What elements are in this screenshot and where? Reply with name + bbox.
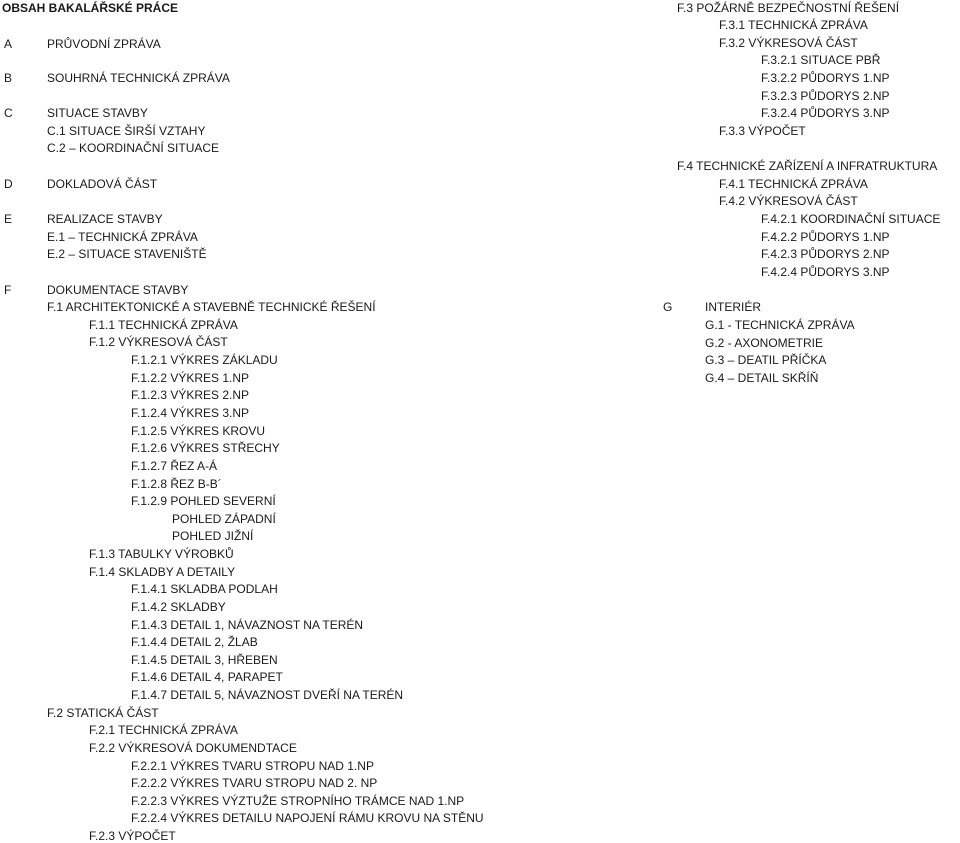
- section-f31: F.3.1 TECHNICKÁ ZPRÁVA: [719, 18, 868, 32]
- section-f42: F.4.2 VÝKRESOVÁ ČÁST: [719, 194, 858, 208]
- section-f13: F.1.3 TABULKY VÝROBKŮ: [89, 547, 234, 561]
- section-f421: F.4.2.1 KOORDINAČNÍ SITUACE: [761, 212, 941, 226]
- section-letter-g: G: [663, 300, 673, 314]
- section-f321: F.3.2.1 SITUACE PBŘ: [761, 53, 881, 67]
- section-f122: F.1.2.2 VÝKRES 1.NP: [131, 371, 250, 385]
- section-g2: G.2 - AXONOMETRIE: [705, 336, 824, 350]
- section-g4: G.4 – DETAIL SKŘÍŇ: [705, 371, 819, 385]
- section-f422: F.4.2.2 PŮDORYS 1.NP: [761, 230, 890, 244]
- section-g3: G.3 – DEATIL PŘÍČKA: [705, 353, 827, 367]
- section-f141: F.1.4.1 SKLADBA PODLAH: [131, 582, 278, 596]
- section-f147: F.1.4.7 DETAIL 5, NÁVAZNOST DVEŘÍ NA TERÉN: [131, 688, 404, 702]
- section-f14: F.1.4 SKLADBY A DETAILY: [89, 565, 236, 579]
- section-e2: E.2 – SITUACE STAVENIŠTĚ: [47, 247, 207, 261]
- section-f3: F.3 POŽÁRNĚ BEZPEČNOSTNÍ ŘEŠENÍ: [677, 1, 900, 15]
- section-f129: F.1.2.9 POHLED SEVERNÍ: [131, 494, 276, 508]
- section-f423: F.4.2.3 PŮDORYS 2.NP: [761, 247, 890, 261]
- section-f2: F.2 STATICKÁ ČÁST: [47, 706, 159, 720]
- section-f224: F.2.2.4 VÝKRES DETAILU NAPOJENÍ RÁMU KROVU NA STĚNU: [131, 811, 484, 825]
- section-f123: F.1.2.3 VÝKRES 2.NP: [131, 388, 250, 402]
- section-e: REALIZACE STAVBY: [47, 212, 163, 226]
- section-f324: F.3.2.4 PŮDORYS 3.NP: [761, 106, 890, 120]
- section-g1: G.1 - TECHNICKÁ ZPRÁVA: [705, 318, 855, 332]
- section-f322: F.3.2.2 PŮDORYS 1.NP: [761, 71, 890, 85]
- section-letter-f: F: [4, 283, 12, 297]
- section-f145: F.1.4.5 DETAIL 3, HŘEBEN: [131, 653, 278, 667]
- section-f129-west: POHLED ZÁPADNÍ: [172, 512, 276, 526]
- section-f146: F.1.4.6 DETAIL 4, PARAPET: [131, 670, 283, 684]
- section-f424: F.4.2.4 PŮDORYS 3.NP: [761, 265, 890, 279]
- section-letter-b: B: [4, 71, 13, 85]
- section-f142: F.1.4.2 SKLADBY: [131, 600, 226, 614]
- section-f126: F.1.2.6 VÝKRES STŘECHY: [131, 441, 280, 455]
- section-e1: E.1 – TECHNICKÁ ZPRÁVA: [47, 230, 198, 244]
- section-f129-south: POHLED JIŽNÍ: [172, 529, 254, 543]
- section-f221: F.2.2.1 VÝKRES TVARU STROPU NAD 1.NP: [131, 759, 374, 773]
- section-g: INTERIÉR: [705, 300, 762, 314]
- section-letter-a: A: [4, 37, 13, 51]
- section-letter-e: E: [4, 212, 13, 226]
- document-title: OBSAH BAKALÁŘSKÉ PRÁCE: [2, 1, 179, 15]
- section-f121: F.1.2.1 VÝKRES ZÁKLADU: [131, 353, 278, 367]
- section-f125: F.1.2.5 VÝKRES KROVU: [131, 424, 266, 438]
- section-f: DOKUMENTACE STAVBY: [47, 283, 189, 297]
- section-a: PRŮVODNÍ ZPRÁVA: [47, 37, 161, 51]
- section-letter-d: D: [4, 177, 13, 191]
- section-f222: F.2.2.2 VÝKRES TVARU STROPU NAD 2. NP: [131, 776, 378, 790]
- section-f21: F.2.1 TECHNICKÁ ZPRÁVA: [89, 723, 238, 737]
- section-f128: F.1.2.8 ŘEZ B-B´: [131, 477, 222, 491]
- section-f32: F.3.2 VÝKRESOVÁ ČÁST: [719, 36, 858, 50]
- section-f4: F.4 TECHNICKÉ ZAŘÍZENÍ A INFRATRUKTURA: [677, 159, 938, 173]
- section-f22: F.2.2 VÝKRESOVÁ DOKUMENDTACE: [89, 741, 297, 755]
- section-f1: F.1 ARCHITEKTONICKÉ A STAVEBNĚ TECHNICKÉ ŘEŠENÍ: [47, 300, 376, 314]
- section-f127: F.1.2.7 ŘEZ A-Á: [131, 459, 218, 473]
- section-f144: F.1.4.4 DETAIL 2, ŽLAB: [131, 635, 258, 649]
- section-c2: C.2 – KOORDINAČNÍ SITUACE: [47, 141, 220, 155]
- section-f23: F.2.3 VÝPOČET: [89, 829, 176, 843]
- section-c1: C.1 SITUACE ŠIRŠÍ VZTAHY: [47, 124, 206, 138]
- section-f323: F.3.2.3 PŮDORYS 2.NP: [761, 89, 890, 103]
- section-f33: F.3.3 VÝPOČET: [719, 124, 806, 138]
- section-f124: F.1.2.4 VÝKRES 3.NP: [131, 406, 250, 420]
- section-f12: F.1.2 VÝKRESOVÁ ČÁST: [89, 335, 228, 349]
- section-f11: F.1.1 TECHNICKÁ ZPRÁVA: [89, 318, 238, 332]
- section-f41: F.4.1 TECHNICKÁ ZPRÁVA: [719, 177, 868, 191]
- section-b: SOUHRNÁ TECHNICKÁ ZPRÁVA: [47, 71, 230, 85]
- section-letter-c: C: [4, 106, 13, 120]
- section-f223: F.2.2.3 VÝKRES VÝZTUŽE STROPNÍHO TRÁMCE NAD 1.NP: [131, 794, 465, 808]
- section-d: DOKLADOVÁ ČÁST: [47, 177, 158, 191]
- section-c: SITUACE STAVBY: [47, 106, 148, 120]
- section-f143: F.1.4.3 DETAIL 1, NÁVAZNOST NA TERÉN: [131, 618, 364, 632]
